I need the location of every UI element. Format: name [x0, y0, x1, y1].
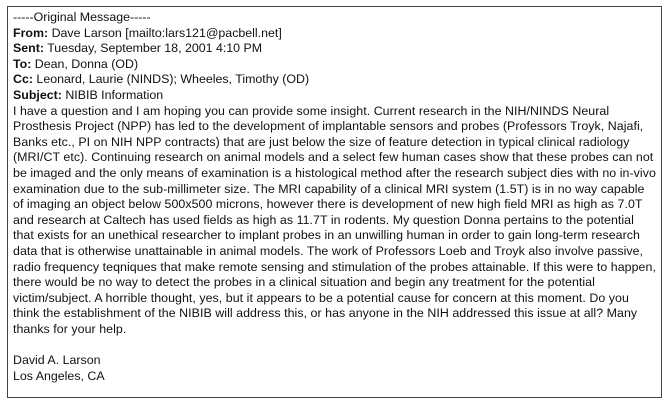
cc-line — [13, 72, 656, 88]
message-body: I have a question and I am hoping you can provide some insight. Current research in the NIH/NINDS Neural Prosthesis Project (NPP) has led to the development of implantable sensors and probes (Professors Troyk, Najafi, Banks etc., PI on NIH NPP contracts) that are just below the size of feature detection in typical clinical radiology (MRI/CT etc). Continuing research on animal models and a select few human cases show that these probes can not be imaged and the only means of examination is a histological method after the research subject dies with no in-vivo examination due to the sub-millimeter size. The MRI capability of a clinical MRI system (1.5T) is in no way capable of imaging an object below 500x500 microns, however there is development of new high field MRI as high as 7.0T and research at Caltech has used fields as high as 11.7T in rodents. My question Donna pertains to the potential that exists for an unethical researcher to implant probes in an unwilling human in order to gain long-term research data that is otherwise unattainable in animal models. The work of Professors Loeb and Troyk also involve passive, radio frequency teqniques that make remote sensing and stimulation of the probes attainable. If this were to happen, there would be no way to detect the probes in a clinical situation and begin any treatment for the potential victim/subject. A horrible thought, yes, but it appears to be a potential cause for concern at this moment. Do you think the establishment of the NIBIB will address this, or has anyone in the NIH addressed this issue at all? Many thanks for your help. — [13, 103, 656, 336]
signature-name: David A. Larson — [13, 353, 101, 368]
to-label: To: — [13, 56, 32, 71]
subject-label: Subject: — [13, 87, 62, 102]
cc-value: Leonard, Laurie (NINDS); Wheeles, Timothy (OD) — [36, 72, 310, 87]
from-value: Dave Larson [mailto:lars121@pacbell.net] — [51, 25, 282, 40]
email-message — [7, 6, 662, 398]
sent-label: Sent: — [13, 41, 44, 56]
to-value: Dean, Donna (OD) — [34, 56, 139, 71]
cc-label: Cc: — [13, 72, 33, 87]
subject-line — [13, 88, 656, 104]
signature-location: Los Angeles, CA — [13, 368, 105, 383]
subject-value: NIBIB Information — [65, 87, 164, 102]
sent-line — [13, 41, 656, 57]
spacer — [13, 337, 656, 353]
original-message-marker: -----Original Message----- — [13, 10, 151, 24]
from-label: From: — [13, 25, 49, 40]
to-line — [13, 57, 656, 73]
from-line — [13, 26, 656, 42]
sent-value: Tuesday, September 18, 2001 4:10 PM — [47, 41, 263, 56]
